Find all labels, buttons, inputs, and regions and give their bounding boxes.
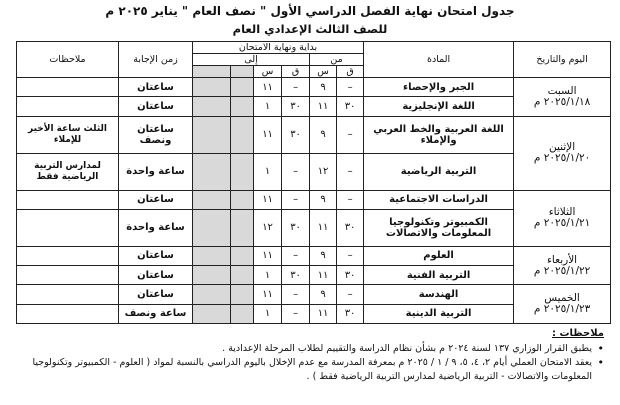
from-s-cell: ٩ [310,246,337,265]
from-s-cell: ١١ [310,304,337,323]
table-row [17,246,611,265]
notes-cell [17,246,119,265]
duration-cell: ساعتان [119,78,193,97]
blank-cell [193,78,231,97]
to-header: إلى [193,54,310,66]
day-name: الثلاثاء [548,206,576,219]
blank-cell [193,116,231,153]
day-date-cell [514,285,611,324]
blank-cell [231,246,254,265]
notes-cell [17,97,119,116]
to-s-cell: ١ [254,97,282,116]
duration-cell: ساعة واحدة [119,153,193,190]
table-row [17,190,611,209]
subject-cell: الكمبيوتر وتكنولوجيا المعلومات والاتصالات [364,209,514,246]
from-s-header: س [310,66,337,78]
from-s-cell: ٩ [310,78,337,97]
day-date: ٢٠٢٥/١/٢٢ م [533,264,591,277]
from-q-cell: ٣٠ [337,266,364,285]
from-q-cell: – [337,116,364,153]
subject-cell: اللغة العربية والخط العربي والإملاء [364,116,514,153]
day-date-cell [514,78,611,117]
from-s-cell: ٩ [310,285,337,304]
to-q-cell: ٣٠ [282,209,310,246]
exam-table [16,41,611,324]
header-row-top [17,42,611,54]
to-s-cell: ١٢ [254,209,282,246]
blank-cell [193,209,231,246]
note-item: • يعقد الامتحان العملي أيام ٢، ٤، ٥، ٩ / ١ / ٢٠٢٥ م بمعرفة المدرسة مع عدم الإخلال باليوم الدراسي بالنسبة لمواد ( العلوم - الكمبيوتر وتكنولوجيا المعلومات والاتصالات - التربية الرياضية لمدارس التربية الرياضية فقط ) . [2,356,592,384]
notes-cell [17,266,119,285]
from-q-cell: ٣٠ [337,304,364,323]
day-name: الأربعاء [547,253,578,266]
notes-cell [17,304,119,323]
table-row [17,78,611,97]
day-date-cell [514,246,611,285]
duration-cell: ساعتان [119,266,193,285]
notes-cell [17,190,119,209]
duration-cell: ساعة ونصف [119,304,193,323]
from-s-cell: ١١ [310,97,337,116]
subject-cell: الهندسة [364,285,514,304]
to-s-cell: ١ [254,304,282,323]
subject-cell: التربية الرياضية [364,153,514,190]
notes-list [2,342,606,384]
from-q-cell: – [337,285,364,304]
to-q-cell: – [282,153,310,190]
day-date-cell [514,116,611,190]
to-q-cell: ٣٠ [282,97,310,116]
duration-cell: ساعتان [119,246,193,265]
exam-table-body [17,78,611,324]
to-s-cell: ١ [254,153,282,190]
duration-cell: ساعة واحدة [119,209,193,246]
table-row [17,116,611,153]
to-q-cell: – [282,190,310,209]
subject-cell: اللغة الإنجليزية [364,97,514,116]
blank-cell [193,285,231,304]
blank-cell [231,304,254,323]
duration-cell: ساعتان [119,190,193,209]
day-date: ٢٠٢٥/١/١٨ م [533,95,591,108]
blank-cell [231,116,254,153]
from-s-cell: ١٢ [310,153,337,190]
to-s-cell: ١ [254,266,282,285]
notes-cell [17,209,119,246]
blank-cell [193,304,231,323]
blank-cell [193,97,231,116]
notes-title: ملاحظات : [551,328,604,339]
duration-header: زمن الإجابة [119,42,193,78]
subject-cell: التربية الفنية [364,266,514,285]
to-s-cell: ١١ [254,116,282,153]
blank-header [231,66,254,78]
from-q-cell: ٣٠ [337,209,364,246]
blank-cell [193,190,231,209]
blank-cell [231,190,254,209]
duration-cell: ساعتان ونصف [119,116,193,153]
to-s-header: س [254,66,282,78]
from-q-cell: – [337,153,364,190]
to-q-cell: – [282,246,310,265]
page-title: جدول امتحان نهاية الفصل الدراسي الأول " نصف العام " يناير ٢٠٢٥ م [105,4,515,18]
to-q-cell: ٣٠ [282,266,310,285]
subject-cell: الدراسات الاجتماعية [364,190,514,209]
day-date: ٢٠٢٥/١/٢٣ م [533,303,591,316]
day-date: ٢٠٢٥/١/٢١ م [533,217,591,230]
to-s-cell: ١١ [254,285,282,304]
table-row [17,285,611,304]
from-q-cell: – [337,190,364,209]
blank-cell [193,246,231,265]
to-q-header: ق [282,66,310,78]
day-name: الإثنين [548,141,576,154]
blank-cell [193,153,231,190]
blank-cell [231,266,254,285]
notes-header: ملاحظات [17,42,119,78]
notes-cell: الثلث ساعة الأخير للإملاء [17,116,119,153]
start-end-header: بداية ونهاية الامتحان [193,42,364,54]
subject-cell: الجبر والإحصاء [364,78,514,97]
day-date: ٢٠٢٥/١/٢٠ م [533,152,591,165]
page-subtitle: للصف الثالث الإعدادي العام [232,22,388,36]
from-s-cell: ٩ [310,190,337,209]
notes-cell: لمدارس التربية الرياضية فقط [17,153,119,190]
to-s-cell: ١١ [254,246,282,265]
to-q-cell: – [282,78,310,97]
blank-cell [231,78,254,97]
to-q-cell: ٣٠ [282,116,310,153]
note-item: • يطبق القرار الوزاري ١٣٧ لسنة ٢٠٢٤ م بشأن نظام الدراسة والتقييم لطلاب المرحلة الإعدادية . [2,342,592,356]
notes-cell [17,285,119,304]
blank-cell [231,153,254,190]
to-s-cell: ١١ [254,190,282,209]
notes-cell [17,78,119,97]
from-q-cell: ٣٠ [337,97,364,116]
from-header: من [310,54,364,66]
blank-cell [231,209,254,246]
blank-cell [231,97,254,116]
blank-cell [193,266,231,285]
blank-header [193,66,231,78]
day-name: الخميس [544,292,580,305]
from-s-cell: ١١ [310,266,337,285]
duration-cell: ساعتان [119,285,193,304]
from-q-cell: – [337,246,364,265]
subject-header: المادة [364,42,514,78]
subject-cell: التربية الدينية [364,304,514,323]
day-date-cell [514,190,611,246]
to-q-cell: – [282,285,310,304]
from-q-cell: – [337,78,364,97]
to-s-cell: ١١ [254,78,282,97]
to-q-cell: – [282,304,310,323]
day-name: السبت [547,84,577,97]
from-s-cell: ١١ [310,209,337,246]
day-date-header: اليوم والتاريخ [514,42,611,78]
blank-cell [231,285,254,304]
subject-cell: العلوم [364,246,514,265]
duration-cell: ساعتان [119,97,193,116]
from-q-header: ق [337,66,364,78]
from-s-cell: ٩ [310,116,337,153]
